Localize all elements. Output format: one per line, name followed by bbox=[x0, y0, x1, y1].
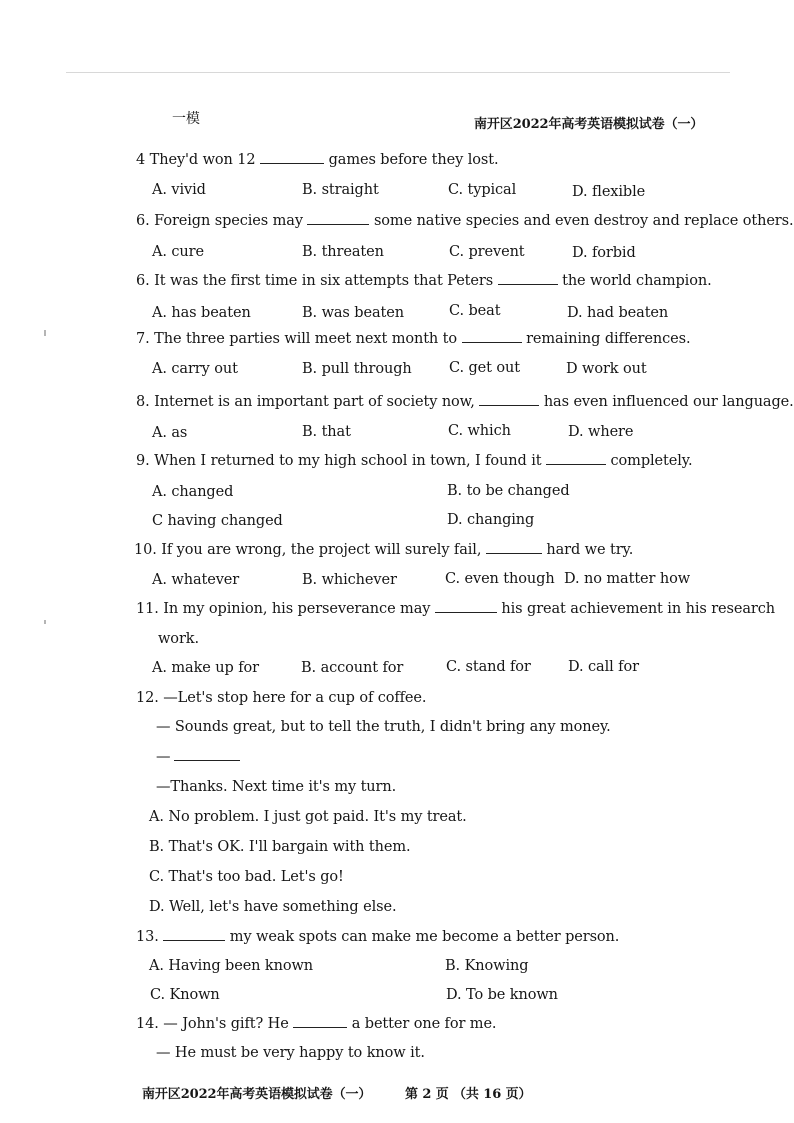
option: C. beat bbox=[449, 303, 501, 319]
answer-blank bbox=[260, 151, 324, 164]
answer-blank bbox=[479, 393, 539, 406]
option: A. has beaten bbox=[152, 305, 251, 321]
stem-text: The three parties will meet next month to bbox=[154, 331, 458, 347]
header-title: 南开区2022年高考英语模拟试卷（一） bbox=[474, 117, 704, 132]
option: B. whichever bbox=[302, 572, 397, 588]
option: D. Well, let's have something else. bbox=[149, 899, 397, 915]
answer-blank bbox=[546, 452, 606, 465]
stem-text: has even influenced our language. bbox=[543, 394, 794, 410]
option: A. No problem. I just got paid. It's my treat. bbox=[149, 809, 467, 825]
option: D. had beaten bbox=[567, 305, 669, 321]
question-6b-stem bbox=[136, 272, 712, 290]
option: B. pull through bbox=[302, 361, 412, 377]
dialogue-line: — Sounds great, but to tell the truth, I didn't bring any money. bbox=[156, 719, 611, 735]
option: D. no matter how bbox=[564, 571, 691, 587]
top-divider bbox=[66, 72, 730, 73]
dialogue-line: — He must be very happy to know it. bbox=[156, 1045, 425, 1061]
scan-speck bbox=[44, 620, 46, 624]
stem-text: some native species and even destroy and replace others. bbox=[373, 213, 794, 229]
stem-text: — John's gift? He bbox=[163, 1016, 289, 1032]
answer-blank bbox=[293, 1015, 347, 1028]
option: C. get out bbox=[449, 360, 520, 376]
stem-continuation: work. bbox=[158, 631, 199, 647]
question-number: 6. bbox=[136, 273, 150, 289]
scan-speck bbox=[44, 330, 46, 336]
option: A. Having been known bbox=[149, 958, 314, 974]
option: D work out bbox=[566, 361, 647, 377]
option: B. Knowing bbox=[445, 958, 529, 974]
answer-blank bbox=[435, 600, 497, 613]
question-number: 6. bbox=[136, 213, 150, 229]
option: C. That's too bad. Let's go! bbox=[149, 869, 344, 885]
stem-text: my weak spots can make me become a better person. bbox=[229, 929, 620, 945]
question-number: 8. bbox=[136, 394, 150, 410]
stem-text: In my opinion, his perseverance may bbox=[163, 601, 431, 617]
stem-text: a better one for me. bbox=[351, 1016, 497, 1032]
option: A. make up for bbox=[152, 660, 259, 676]
option: D. forbid bbox=[572, 245, 636, 261]
stem-text: his great achievement in his research bbox=[501, 601, 775, 617]
question-number: 14. bbox=[136, 1016, 159, 1032]
option: A. whatever bbox=[152, 572, 240, 588]
question-number: 7. bbox=[136, 331, 150, 347]
option: C. even though bbox=[445, 571, 555, 587]
footer-page-number: 第 2 页 （共 16 页） bbox=[405, 1087, 532, 1102]
answer-blank bbox=[462, 330, 522, 343]
option: B. threaten bbox=[302, 244, 384, 260]
question-number: 13. bbox=[136, 929, 159, 945]
option: D. changing bbox=[447, 512, 535, 528]
question-number: 4 bbox=[136, 152, 146, 168]
option: A. as bbox=[152, 425, 188, 441]
option: C. prevent bbox=[449, 244, 525, 260]
option: A. vivid bbox=[152, 182, 206, 198]
option: C. stand for bbox=[446, 659, 531, 675]
question-number: 12. bbox=[136, 690, 159, 706]
stem-text: completely. bbox=[610, 453, 693, 469]
option: D. flexible bbox=[572, 184, 646, 200]
answer-blank bbox=[163, 928, 225, 941]
option: C. typical bbox=[448, 182, 517, 198]
question-11-stem bbox=[136, 600, 775, 618]
stem-text: remaining differences. bbox=[526, 331, 691, 347]
answer-blank bbox=[174, 748, 240, 761]
option: C having changed bbox=[152, 513, 283, 529]
option: A. cure bbox=[152, 244, 204, 260]
question-9-stem bbox=[136, 452, 692, 470]
answer-blank bbox=[307, 212, 369, 225]
option: B. account for bbox=[301, 660, 404, 676]
option: B. straight bbox=[302, 182, 379, 198]
stem-text: They'd won 12 bbox=[149, 152, 256, 168]
question-6-stem bbox=[136, 212, 793, 230]
option: B. to be changed bbox=[447, 483, 570, 499]
option: D. call for bbox=[568, 659, 639, 675]
option: D. where bbox=[568, 424, 634, 440]
question-number: 9. bbox=[136, 453, 150, 469]
option: B. that bbox=[302, 424, 351, 440]
stem-text: When I returned to my high school in town, I found it bbox=[154, 453, 542, 469]
stem-text: games before they lost. bbox=[328, 152, 499, 168]
question-7-stem bbox=[136, 330, 690, 348]
question-8-stem bbox=[136, 393, 794, 411]
footer-title: 南开区2022年高考英语模拟试卷（一） bbox=[142, 1087, 372, 1102]
option: A. changed bbox=[152, 484, 234, 500]
option: B. was beaten bbox=[302, 305, 404, 321]
question-14-stem bbox=[136, 1015, 496, 1033]
stem-text: Foreign species may bbox=[154, 213, 303, 229]
stem-text: the world champion. bbox=[562, 273, 712, 289]
option: C. which bbox=[448, 423, 511, 439]
option: B. That's OK. I'll bargain with them. bbox=[149, 839, 411, 855]
option: A. carry out bbox=[152, 361, 238, 377]
question-number: 11. bbox=[136, 601, 159, 617]
stem-text: hard we try. bbox=[546, 542, 634, 558]
dialogue-line: —Let's stop here for a cup of coffee. bbox=[163, 690, 427, 706]
stem-text: If you are wrong, the project will surely fail, bbox=[161, 542, 482, 558]
question-4-stem bbox=[136, 151, 498, 169]
dialogue-line: —Thanks. Next time it's my turn. bbox=[156, 779, 397, 795]
question-10-stem bbox=[134, 541, 633, 559]
answer-blank bbox=[498, 272, 558, 285]
dialogue-line: — bbox=[156, 748, 240, 766]
question-13-stem bbox=[136, 928, 619, 946]
option: C. Known bbox=[150, 987, 220, 1003]
answer-blank bbox=[486, 541, 542, 554]
option: D. To be known bbox=[446, 987, 558, 1003]
stem-text: Internet is an important part of society now, bbox=[154, 394, 475, 410]
question-12-stem bbox=[136, 689, 426, 707]
header-mark: 一模 bbox=[172, 111, 200, 127]
question-number: 10. bbox=[134, 542, 157, 558]
stem-text: It was the first time in six attempts that Peters bbox=[154, 273, 494, 289]
